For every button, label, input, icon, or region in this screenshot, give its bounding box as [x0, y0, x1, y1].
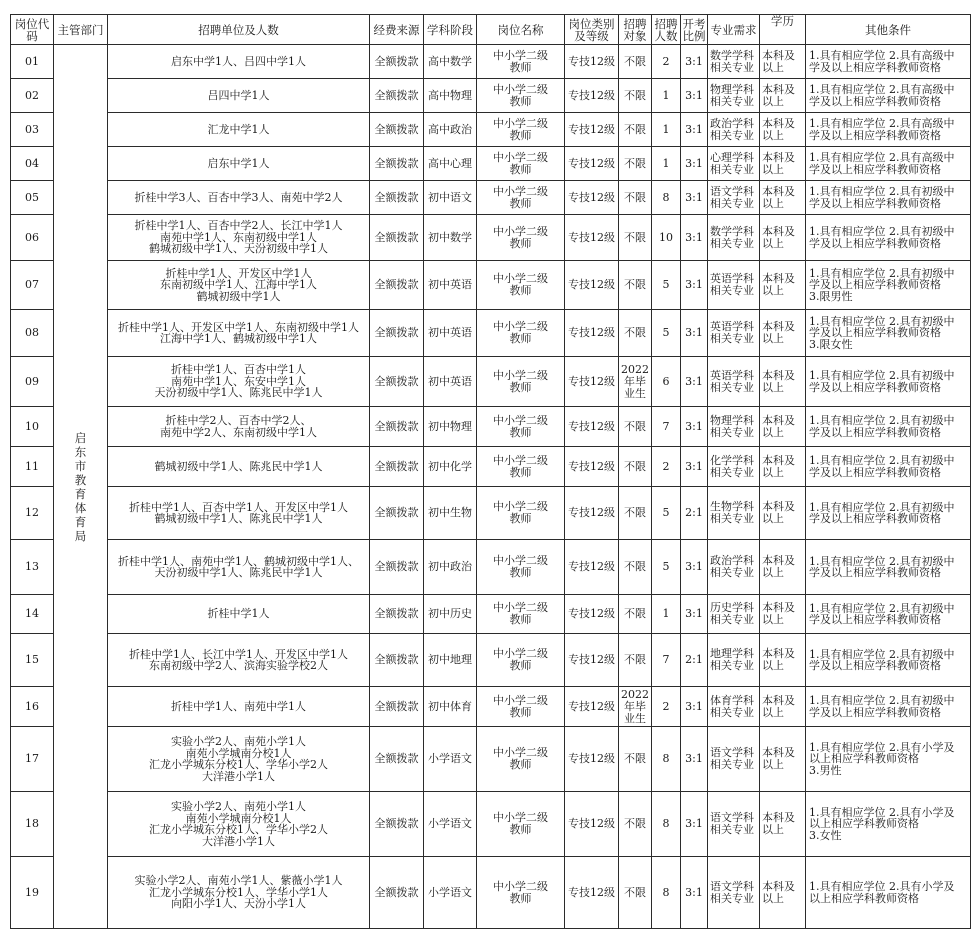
- cell-code: 07: [11, 261, 54, 310]
- table-row: [11, 310, 971, 357]
- cell-stage: 初中物理: [424, 407, 477, 447]
- cell-unit: 折桂中学1人、开发区中学1人 东南初级中学1人、江海中学1人 鹤城初级中学1人: [108, 261, 370, 310]
- cell-edu: 本科及 以上: [760, 310, 806, 357]
- cell-stage: 高中数学: [424, 45, 477, 79]
- header-unit: 招聘单位及人数: [108, 15, 370, 45]
- cell-fund: 全额拨款: [370, 487, 424, 540]
- cell-target: 2022 年毕 业生: [619, 357, 652, 407]
- cell-major: 英语学科 相关专业: [708, 261, 760, 310]
- header-major: 专业需求: [708, 15, 760, 45]
- cell-ratio: 3:1: [681, 261, 708, 310]
- cell-ratio: 3:1: [681, 147, 708, 181]
- cell-grade: 专技12级: [565, 687, 619, 727]
- cell-edu: 本科及 以上: [760, 357, 806, 407]
- cell-grade: 专技12级: [565, 357, 619, 407]
- cell-grade: 专技12级: [565, 113, 619, 147]
- cell-unit: 启东中学1人、吕四中学1人: [108, 45, 370, 79]
- cell-other: 1.具有相应学位 2.具有高级中 学及以上相应学科教师资格: [806, 147, 971, 181]
- cell-target: 不限: [619, 113, 652, 147]
- cell-code: 18: [11, 792, 54, 857]
- cell-count: 1: [652, 79, 681, 113]
- cell-stage: 初中历史: [424, 595, 477, 634]
- cell-other: 1.具有相应学位 2.具有初级中 学及以上相应学科教师资格: [806, 407, 971, 447]
- cell-code: 12: [11, 487, 54, 540]
- cell-unit: 汇龙中学1人: [108, 113, 370, 147]
- table-row: [11, 147, 971, 181]
- cell-code: 13: [11, 540, 54, 595]
- cell-code: 09: [11, 357, 54, 407]
- header-stage: 学科阶段: [424, 15, 477, 45]
- cell-major: 语文学科 相关专业: [708, 792, 760, 857]
- cell-position: 中小学二级 教师: [477, 310, 565, 357]
- cell-edu: 本科及 以上: [760, 487, 806, 540]
- cell-edu: 本科及 以上: [760, 792, 806, 857]
- cell-ratio: 2:1: [681, 487, 708, 540]
- cell-code: 15: [11, 634, 54, 687]
- header-grade: 岗位类别及等级: [565, 15, 619, 45]
- cell-grade: 专技12级: [565, 261, 619, 310]
- cell-edu: 本科及 以上: [760, 634, 806, 687]
- cell-edu: 本科及 以上: [760, 727, 806, 792]
- cell-unit: 实验小学2人、南苑小学1人 南苑小学城南分校1人 汇龙小学城东分校1人、学华小学2人 大洋港小学1人: [108, 727, 370, 792]
- cell-edu: 本科及 以上: [760, 215, 806, 261]
- cell-major: 英语学科 相关专业: [708, 310, 760, 357]
- cell-stage: 初中数学: [424, 215, 477, 261]
- cell-code: 19: [11, 857, 54, 929]
- cell-stage: 初中英语: [424, 310, 477, 357]
- cell-position: 中小学二级 教师: [477, 261, 565, 310]
- cell-major: 体育学科 相关专业: [708, 687, 760, 727]
- cell-stage: 小学语文: [424, 857, 477, 929]
- cell-code: 02: [11, 79, 54, 113]
- cell-other: 1.具有相应学位 2.具有高级中 学及以上相应学科教师资格: [806, 79, 971, 113]
- cell-other: 1.具有相应学位 2.具有初级中 学及以上相应学科教师资格: [806, 447, 971, 487]
- cell-count: 6: [652, 357, 681, 407]
- cell-major: 化学学科 相关专业: [708, 447, 760, 487]
- cell-stage: 初中化学: [424, 447, 477, 487]
- cell-major: 心理学科 相关专业: [708, 147, 760, 181]
- cell-position: 中小学二级 教师: [477, 215, 565, 261]
- cell-fund: 全额拨款: [370, 687, 424, 727]
- cell-stage: 初中地理: [424, 634, 477, 687]
- cell-fund: 全额拨款: [370, 181, 424, 215]
- cell-target: 不限: [619, 792, 652, 857]
- cell-fund: 全额拨款: [370, 540, 424, 595]
- cell-stage: 初中语文: [424, 181, 477, 215]
- cell-ratio: 3:1: [681, 407, 708, 447]
- cell-grade: 专技12级: [565, 634, 619, 687]
- table-row: [11, 487, 971, 540]
- cell-stage: 初中英语: [424, 357, 477, 407]
- cell-major: 数学学科 相关专业: [708, 45, 760, 79]
- cell-grade: 专技12级: [565, 310, 619, 357]
- cell-ratio: 3:1: [681, 357, 708, 407]
- header-other: 其他条件: [806, 15, 971, 45]
- cell-stage: 高中政治: [424, 113, 477, 147]
- cell-fund: 全额拨款: [370, 261, 424, 310]
- cell-fund: 全额拨款: [370, 147, 424, 181]
- cell-target: 不限: [619, 310, 652, 357]
- cell-count: 5: [652, 261, 681, 310]
- cell-target: 不限: [619, 147, 652, 181]
- table-row: [11, 181, 971, 215]
- table-row: [11, 357, 971, 407]
- cell-other: 1.具有相应学位 2.具有初级中 学及以上相应学科教师资格: [806, 487, 971, 540]
- cell-other: 1.具有相应学位 2.具有初级中 学及以上相应学科教师资格: [806, 595, 971, 634]
- cell-major: 物理学科 相关专业: [708, 79, 760, 113]
- cell-fund: 全额拨款: [370, 79, 424, 113]
- cell-target: 不限: [619, 407, 652, 447]
- cell-ratio: 2:1: [681, 634, 708, 687]
- cell-other: 1.具有相应学位 2.具有小学及 以上相应学科教师资格: [806, 857, 971, 929]
- cell-count: 1: [652, 595, 681, 634]
- cell-grade: 专技12级: [565, 147, 619, 181]
- cell-ratio: 3:1: [681, 687, 708, 727]
- header-fund: 经费来源: [370, 15, 424, 45]
- table-row: [11, 45, 971, 79]
- cell-count: 7: [652, 407, 681, 447]
- recruitment-table-wrapper: [10, 14, 971, 929]
- cell-position: 中小学二级 教师: [477, 487, 565, 540]
- cell-grade: 专技12级: [565, 487, 619, 540]
- cell-count: 5: [652, 487, 681, 540]
- cell-stage: 小学语文: [424, 727, 477, 792]
- cell-grade: 专技12级: [565, 857, 619, 929]
- table-row: [11, 447, 971, 487]
- table-row: [11, 687, 971, 727]
- cell-edu: 本科及 以上: [760, 45, 806, 79]
- cell-code: 08: [11, 310, 54, 357]
- table-row: [11, 595, 971, 634]
- cell-stage: 初中英语: [424, 261, 477, 310]
- cell-position: 中小学二级 教师: [477, 113, 565, 147]
- cell-target: 2022 年毕 业生: [619, 687, 652, 727]
- cell-count: 8: [652, 181, 681, 215]
- cell-count: 8: [652, 727, 681, 792]
- cell-stage: 小学语文: [424, 792, 477, 857]
- cell-count: 8: [652, 792, 681, 857]
- cell-count: 8: [652, 857, 681, 929]
- cell-other: 1.具有相应学位 2.具有初级中 学及以上相应学科教师资格: [806, 687, 971, 727]
- cell-edu: 本科及 以上: [760, 181, 806, 215]
- cell-grade: 专技12级: [565, 447, 619, 487]
- cell-major: 语文学科 相关专业: [708, 181, 760, 215]
- cell-unit: 折桂中学2人、百杏中学2人、 南苑中学2人、东南初级中学1人: [108, 407, 370, 447]
- table-row: [11, 407, 971, 447]
- cell-unit: 折桂中学1人、百杏中学2人、长江中学1人 南苑中学1人、东南初级中学1人 鹤城初级中学1人、天汾初级中学1人: [108, 215, 370, 261]
- cell-edu: 本科及 以上: [760, 687, 806, 727]
- cell-major: 政治学科 相关专业: [708, 113, 760, 147]
- cell-count: 5: [652, 540, 681, 595]
- cell-target: 不限: [619, 540, 652, 595]
- cell-fund: 全额拨款: [370, 113, 424, 147]
- cell-grade: 专技12级: [565, 79, 619, 113]
- header-target: 招聘对象: [619, 15, 652, 45]
- cell-ratio: 3:1: [681, 792, 708, 857]
- cell-grade: 专技12级: [565, 792, 619, 857]
- cell-other: 1.具有相应学位 2.具有初级中 学及以上相应学科教师资格: [806, 634, 971, 687]
- cell-grade: 专技12级: [565, 407, 619, 447]
- cell-fund: 全额拨款: [370, 310, 424, 357]
- cell-major: 历史学科 相关专业: [708, 595, 760, 634]
- cell-code: 17: [11, 727, 54, 792]
- cell-edu: 本科及 以上: [760, 407, 806, 447]
- table-row: [11, 540, 971, 595]
- cell-unit: 折桂中学1人、百杏中学1人、开发区中学1人 鹤城初级中学1人、陈兆民中学1人: [108, 487, 370, 540]
- cell-count: 7: [652, 634, 681, 687]
- cell-major: 物理学科 相关专业: [708, 407, 760, 447]
- cell-position: 中小学二级 教师: [477, 147, 565, 181]
- cell-code: 14: [11, 595, 54, 634]
- cell-position: 中小学二级 教师: [477, 357, 565, 407]
- cell-stage: 高中物理: [424, 79, 477, 113]
- cell-count: 5: [652, 310, 681, 357]
- cell-unit: 折桂中学1人、南苑中学1人: [108, 687, 370, 727]
- cell-ratio: 3:1: [681, 181, 708, 215]
- cell-target: 不限: [619, 487, 652, 540]
- cell-target: 不限: [619, 215, 652, 261]
- cell-target: 不限: [619, 181, 652, 215]
- cell-target: 不限: [619, 595, 652, 634]
- cell-major: 政治学科 相关专业: [708, 540, 760, 595]
- cell-unit: 折桂中学1人、百杏中学1人 南苑中学1人、东安中学1人 天汾初级中学1人、陈兆民中学1人: [108, 357, 370, 407]
- cell-stage: 高中心理: [424, 147, 477, 181]
- table-row: [11, 261, 971, 310]
- cell-ratio: 3:1: [681, 857, 708, 929]
- cell-code: 05: [11, 181, 54, 215]
- cell-ratio: 3:1: [681, 45, 708, 79]
- cell-fund: 全额拨款: [370, 792, 424, 857]
- cell-count: 1: [652, 147, 681, 181]
- cell-code: 16: [11, 687, 54, 727]
- cell-other: 1.具有相应学位 2.具有高级中 学及以上相应学科教师资格: [806, 113, 971, 147]
- cell-other: 1.具有相应学位 2.具有初级中 学及以上相应学科教师资格: [806, 357, 971, 407]
- cell-fund: 全额拨款: [370, 45, 424, 79]
- cell-target: 不限: [619, 634, 652, 687]
- table-row: [11, 727, 971, 792]
- cell-code: 04: [11, 147, 54, 181]
- cell-ratio: 3:1: [681, 447, 708, 487]
- cell-target: 不限: [619, 727, 652, 792]
- cell-unit: 折桂中学1人、长江中学1人、开发区中学1人 东南初级中学2人、滨海实验学校2人: [108, 634, 370, 687]
- cell-major: 语文学科 相关专业: [708, 727, 760, 792]
- cell-target: 不限: [619, 857, 652, 929]
- table-row: [11, 215, 971, 261]
- cell-edu: 本科及 以上: [760, 540, 806, 595]
- cell-position: 中小学二级 教师: [477, 181, 565, 215]
- header-code: 岗位代码: [11, 15, 54, 45]
- table-row: [11, 857, 971, 929]
- cell-position: 中小学二级 教师: [477, 687, 565, 727]
- cell-major: 地理学科 相关专业: [708, 634, 760, 687]
- table-body: [11, 45, 971, 929]
- cell-position: 中小学二级 教师: [477, 727, 565, 792]
- cell-position: 中小学二级 教师: [477, 595, 565, 634]
- cell-count: 10: [652, 215, 681, 261]
- cell-fund: 全额拨款: [370, 727, 424, 792]
- cell-code: 11: [11, 447, 54, 487]
- cell-unit: 实验小学2人、南苑小学1人 南苑小学城南分校1人 汇龙小学城东分校1人、学华小学2人 大洋港小学1人: [108, 792, 370, 857]
- cell-other: 1.具有相应学位 2.具有初级中 学及以上相应学科教师资格: [806, 215, 971, 261]
- cell-position: 中小学二级 教师: [477, 792, 565, 857]
- cell-fund: 全额拨款: [370, 215, 424, 261]
- cell-unit: 实验小学2人、南苑小学1人、紫薇小学1人 汇龙小学城东分校1人、学华小学1人 向阳小学1人、天汾小学1人: [108, 857, 370, 929]
- cell-fund: 全额拨款: [370, 447, 424, 487]
- cell-grade: 专技12级: [565, 45, 619, 79]
- cell-other: 1.具有相应学位 2.具有小学及 以上相应学科教师资格 3.男性: [806, 727, 971, 792]
- cell-position: 中小学二级 教师: [477, 447, 565, 487]
- cell-stage: 初中生物: [424, 487, 477, 540]
- cell-count: 2: [652, 45, 681, 79]
- cell-other: 1.具有相应学位 2.具有小学及 以上相应学科教师资格 3.女性: [806, 792, 971, 857]
- table-row: [11, 634, 971, 687]
- cell-edu: 本科及 以上: [760, 595, 806, 634]
- cell-position: 中小学二级 教师: [477, 407, 565, 447]
- cell-code: 03: [11, 113, 54, 147]
- cell-major: 数学学科 相关专业: [708, 215, 760, 261]
- cell-grade: 专技12级: [565, 727, 619, 792]
- cell-ratio: 3:1: [681, 540, 708, 595]
- cell-target: 不限: [619, 261, 652, 310]
- header-edu: 学历: [760, 15, 806, 45]
- header-row: [11, 15, 971, 45]
- cell-edu: 本科及 以上: [760, 147, 806, 181]
- cell-code: 06: [11, 215, 54, 261]
- cell-position: 中小学二级 教师: [477, 857, 565, 929]
- cell-ratio: 3:1: [681, 215, 708, 261]
- department-cell: [54, 45, 108, 929]
- cell-position: 中小学二级 教师: [477, 634, 565, 687]
- cell-other: 1.具有相应学位 2.具有初级中 学及以上相应学科教师资格: [806, 540, 971, 595]
- cell-grade: 专技12级: [565, 595, 619, 634]
- cell-unit: 折桂中学3人、百杏中学3人、南苑中学2人: [108, 181, 370, 215]
- cell-edu: 本科及 以上: [760, 261, 806, 310]
- cell-major: 英语学科 相关专业: [708, 357, 760, 407]
- department-name: 启东市教育体育局: [74, 430, 87, 543]
- cell-ratio: 3:1: [681, 79, 708, 113]
- cell-target: 不限: [619, 45, 652, 79]
- cell-count: 2: [652, 687, 681, 727]
- cell-target: 不限: [619, 447, 652, 487]
- cell-unit: 启东中学1人: [108, 147, 370, 181]
- cell-major: 语文学科 相关专业: [708, 857, 760, 929]
- recruitment-table: [10, 14, 971, 929]
- table-row: [11, 79, 971, 113]
- cell-fund: 全额拨款: [370, 857, 424, 929]
- cell-grade: 专技12级: [565, 215, 619, 261]
- table-row: [11, 113, 971, 147]
- cell-grade: 专技12级: [565, 540, 619, 595]
- cell-position: 中小学二级 教师: [477, 79, 565, 113]
- cell-ratio: 3:1: [681, 595, 708, 634]
- header-dept: 主管部门: [54, 15, 108, 45]
- cell-edu: 本科及 以上: [760, 857, 806, 929]
- cell-ratio: 3:1: [681, 310, 708, 357]
- cell-other: 1.具有相应学位 2.具有初级中 学及以上相应学科教师资格 3.限女性: [806, 310, 971, 357]
- header-position: 岗位名称: [477, 15, 565, 45]
- cell-edu: 本科及 以上: [760, 447, 806, 487]
- header-count: 招聘人数: [652, 15, 681, 45]
- cell-major: 生物学科 相关专业: [708, 487, 760, 540]
- cell-edu: 本科及 以上: [760, 113, 806, 147]
- cell-position: 中小学二级 教师: [477, 540, 565, 595]
- header-ratio: 开考比例: [682, 16, 706, 43]
- cell-fund: 全额拨款: [370, 634, 424, 687]
- cell-unit: 鹤城初级中学1人、陈兆民中学1人: [108, 447, 370, 487]
- cell-ratio: 3:1: [681, 727, 708, 792]
- cell-other: 1.具有相应学位 2.具有高级中 学及以上相应学科教师资格: [806, 45, 971, 79]
- cell-unit: 折桂中学1人、南苑中学1人、鹤城初级中学1人、 天汾初级中学1人、陈兆民中学1人: [108, 540, 370, 595]
- cell-other: 1.具有相应学位 2.具有初级中 学及以上相应学科教师资格: [806, 181, 971, 215]
- cell-fund: 全额拨款: [370, 595, 424, 634]
- cell-fund: 全额拨款: [370, 407, 424, 447]
- cell-stage: 初中体育: [424, 687, 477, 727]
- cell-ratio: 3:1: [681, 113, 708, 147]
- cell-code: 01: [11, 45, 54, 79]
- cell-stage: 初中政治: [424, 540, 477, 595]
- cell-grade: 专技12级: [565, 181, 619, 215]
- cell-target: 不限: [619, 79, 652, 113]
- cell-count: 2: [652, 447, 681, 487]
- table-row: [11, 792, 971, 857]
- cell-unit: 吕四中学1人: [108, 79, 370, 113]
- cell-count: 1: [652, 113, 681, 147]
- cell-unit: 折桂中学1人: [108, 595, 370, 634]
- cell-position: 中小学二级 教师: [477, 45, 565, 79]
- cell-code: 10: [11, 407, 54, 447]
- cell-other: 1.具有相应学位 2.具有初级中 学及以上相应学科教师资格 3.限男性: [806, 261, 971, 310]
- cell-fund: 全额拨款: [370, 357, 424, 407]
- cell-edu: 本科及 以上: [760, 79, 806, 113]
- cell-unit: 折桂中学1人、开发区中学1人、东南初级中学1人 江海中学1人、鹤城初级中学1人: [108, 310, 370, 357]
